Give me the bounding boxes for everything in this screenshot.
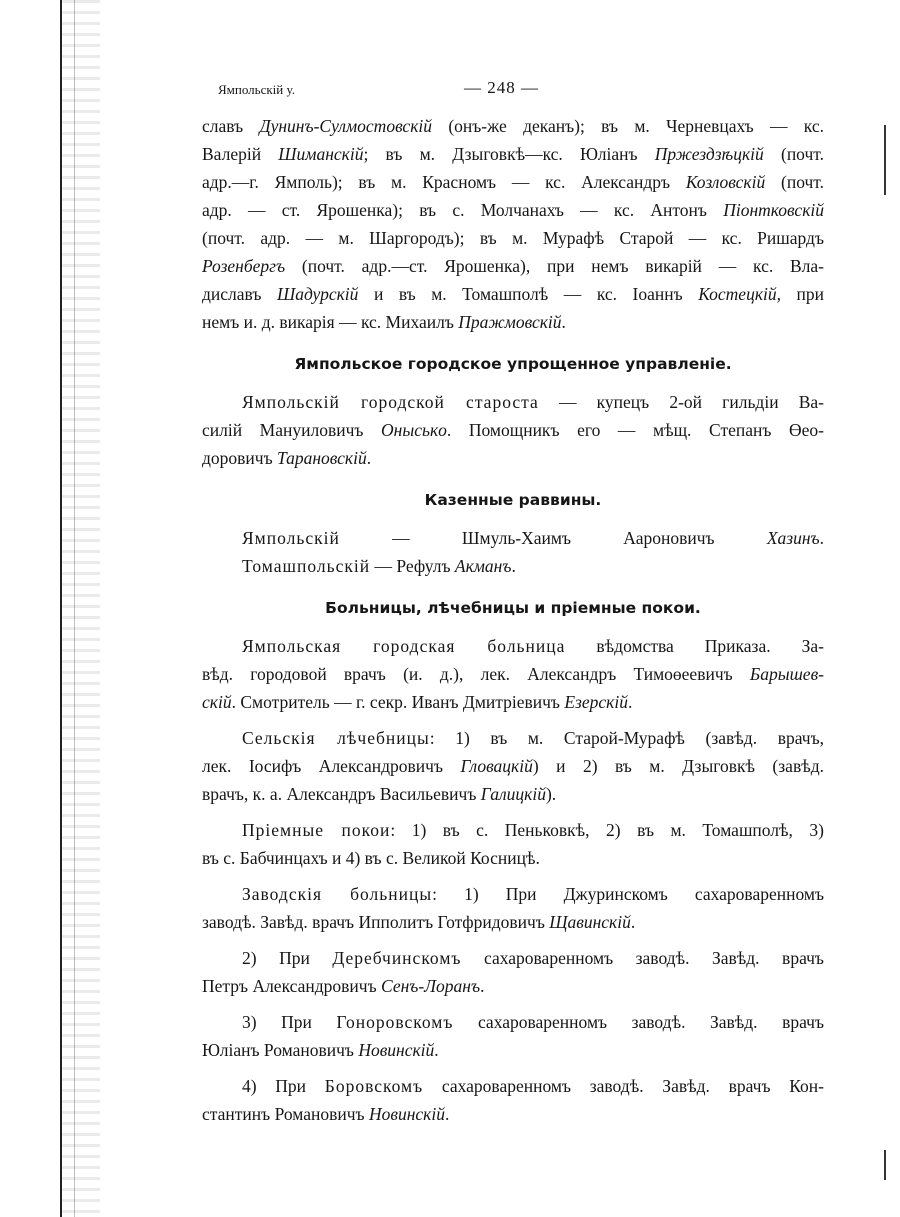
text-line bbox=[202, 280, 824, 308]
text-line bbox=[202, 1100, 824, 1128]
text-run: (онъ-же деканъ); въ м. Черневцахъ — кс. bbox=[432, 116, 824, 136]
surname-text: Акманъ bbox=[454, 556, 512, 576]
text-run: (почт. bbox=[763, 144, 824, 164]
surname-text: Оныськo bbox=[381, 420, 447, 440]
text-line bbox=[202, 444, 824, 472]
text-run: Валерій bbox=[202, 144, 279, 164]
surname-text: Новинскій bbox=[358, 1040, 435, 1060]
text-run: Пріемные покои bbox=[242, 820, 391, 840]
text-run: . bbox=[366, 448, 372, 468]
text-run: : 1) въ м. Старой-Мурафѣ (завѣд. врачъ, bbox=[429, 728, 824, 748]
section-heading-rabbis: Казенные раввины. bbox=[424, 491, 602, 509]
text-run: Сельскія лѣчебницы bbox=[242, 728, 430, 748]
text-line bbox=[202, 972, 824, 1000]
surname-text: Розенбергъ bbox=[202, 256, 286, 276]
text-run: силій Мануиловичъ bbox=[202, 420, 382, 440]
book-spine-edge bbox=[60, 0, 100, 1217]
text-run: . Помощникъ его — мѣщ. Степанъ Өео- bbox=[446, 420, 824, 440]
hospitals-section bbox=[202, 632, 824, 1128]
text-run: (почт. адр. — м. Шаргородъ); въ м. Мурафѣ Старой — кс. Ришардъ bbox=[202, 228, 824, 248]
text-run: сахароваренномъ заводѣ. Завѣд. врачъ bbox=[461, 948, 824, 968]
text-run: Заводскія больницы bbox=[242, 884, 433, 904]
text-line bbox=[202, 1036, 824, 1064]
text-run: стантинъ Романовичъ bbox=[202, 1104, 369, 1124]
city-administration-paragraph bbox=[202, 388, 824, 472]
text-run: ) и 2) въ м. Дзыговкѣ (завѣд. bbox=[532, 756, 824, 776]
text-run: (почт. bbox=[765, 172, 824, 192]
text-run: Ямпольская городская больница bbox=[242, 636, 566, 656]
surname-text: Щавинскій bbox=[549, 912, 631, 932]
text-run: заводѣ. Завѣд. врачъ Ипполитъ Готфридовичъ bbox=[202, 912, 550, 932]
text-run: Томашпольскій bbox=[242, 556, 371, 576]
text-run: — Шмуль-Хаимъ Аароновичъ bbox=[339, 528, 767, 548]
clergy-paragraph bbox=[202, 112, 824, 336]
text-run: славъ bbox=[202, 116, 260, 136]
text-run: . bbox=[434, 1040, 439, 1060]
text-line bbox=[202, 780, 824, 808]
hospital-paragraph bbox=[202, 1072, 824, 1128]
margin-mark bbox=[884, 125, 886, 195]
text-run: . bbox=[561, 312, 566, 332]
text-line bbox=[202, 388, 824, 416]
text-run: врачъ, к. а. Александръ Васильевичъ bbox=[202, 784, 481, 804]
surname-text: Тарановскій bbox=[277, 448, 367, 468]
text-run: . bbox=[630, 912, 636, 932]
hospital-paragraph bbox=[202, 1008, 824, 1064]
text-run: . bbox=[444, 1104, 450, 1124]
text-line bbox=[202, 524, 824, 552]
surname-text: скій bbox=[202, 692, 232, 712]
surname-text: Гловацкій bbox=[460, 756, 533, 776]
text-run: въ с. Бабчинцахъ и 4) въ с. Великой Косницѣ. bbox=[202, 848, 540, 868]
text-run: . Смотритель — г. секр. Иванъ Дмитріевичъ bbox=[231, 692, 565, 712]
text-line bbox=[202, 196, 824, 224]
text-run: ; въ м. Дзыговкѣ—кс. Юліанъ bbox=[363, 144, 655, 164]
page-number: — 248 — bbox=[464, 78, 539, 97]
surname-text: Піонтковскій bbox=[723, 200, 824, 220]
text-run: : 1) въ с. Пеньковкѣ, 2) въ м. Томашполѣ, 3) bbox=[390, 820, 824, 840]
text-run: . bbox=[480, 976, 485, 996]
hospital-paragraph bbox=[202, 880, 824, 936]
text-run: вѣд. городовой врачъ (и. д.), лек. Александръ Тимоөеевичъ bbox=[202, 664, 750, 684]
text-line bbox=[202, 632, 824, 660]
text-line bbox=[202, 816, 824, 844]
section-heading-hospitals: Больницы, лѣчебницы и пріемные покои. bbox=[325, 599, 701, 617]
text-line bbox=[202, 752, 824, 780]
text-run: Петръ Александровичъ bbox=[202, 976, 382, 996]
surname-text: Шиманскій bbox=[278, 144, 364, 164]
surname-text: Хазинъ bbox=[766, 528, 820, 548]
surname-text: Шадурскій bbox=[276, 284, 359, 304]
text-run: и въ м. Томашполѣ — кс. Іоаннъ bbox=[358, 284, 699, 304]
text-run: Юліанъ Романовичъ bbox=[202, 1040, 359, 1060]
text-run: (почт. адр.—ст. Ярошенка), при немъ викарій — кс. Вла- bbox=[285, 256, 824, 276]
surname-text: Галицкій bbox=[480, 784, 546, 804]
text-run: Ямпольскій городской староста bbox=[242, 392, 539, 412]
text-line bbox=[202, 224, 824, 252]
text-line bbox=[202, 252, 824, 280]
text-run: — Рефулъ bbox=[370, 556, 455, 576]
text-run: . bbox=[819, 528, 824, 548]
section-heading-city-administration: Ямпольское городское упрощенное управленіе. bbox=[294, 355, 732, 373]
surname-text: Барышев- bbox=[749, 664, 824, 684]
text-run: Ямпольскій bbox=[242, 528, 340, 548]
text-run: Деребчинскомъ bbox=[332, 948, 462, 968]
text-run: . bbox=[627, 692, 633, 712]
text-line bbox=[202, 1072, 824, 1100]
text-run: при bbox=[781, 284, 824, 304]
text-line bbox=[202, 552, 824, 580]
text-run: лек. Іосифъ Александровичъ bbox=[202, 756, 461, 776]
text-line bbox=[202, 908, 824, 936]
surname-text: Костецкій, bbox=[698, 284, 781, 304]
text-line bbox=[202, 944, 824, 972]
text-run: ). bbox=[545, 784, 557, 804]
text-run: диславъ bbox=[202, 284, 277, 304]
margin-mark bbox=[884, 1150, 886, 1180]
text-run: Боровскомъ bbox=[324, 1076, 424, 1096]
surname-text: Езерскій bbox=[564, 692, 628, 712]
text-run: сахароваренномъ заводѣ. Завѣд. врачъ bbox=[453, 1012, 824, 1032]
text-line bbox=[202, 112, 824, 140]
text-run: : 1) При Джуринскомъ сахароваренномъ bbox=[432, 884, 825, 904]
text-line bbox=[202, 308, 824, 336]
hospital-paragraph bbox=[202, 944, 824, 1000]
text-run: 3) При bbox=[242, 1012, 337, 1032]
text-line bbox=[202, 660, 824, 688]
text-run: немъ и. д. викарія — кс. Михаилъ bbox=[202, 312, 459, 332]
page-header bbox=[218, 78, 822, 102]
text-run: 4) При bbox=[242, 1076, 325, 1096]
text-run: Гоноровскомъ bbox=[336, 1012, 454, 1032]
rabbis-list bbox=[202, 524, 824, 580]
running-head: Ямпольскій у. bbox=[218, 82, 295, 97]
hospital-paragraph bbox=[202, 632, 824, 716]
text-run: доровичъ bbox=[202, 448, 278, 468]
text-line bbox=[202, 688, 824, 716]
text-line bbox=[202, 880, 824, 908]
text-line bbox=[202, 168, 824, 196]
surname-text: Дунинъ-Сулмостовскій bbox=[259, 116, 432, 136]
page-content bbox=[202, 112, 824, 1136]
text-run: вѣдомства Приказа. За- bbox=[565, 636, 824, 656]
hospital-paragraph bbox=[202, 816, 824, 872]
text-run: — купецъ 2-ой гильдіи Ва- bbox=[538, 392, 824, 412]
text-run: адр.—г. Ямполь); въ м. Красномъ — кс. Александръ bbox=[202, 172, 686, 192]
hospital-paragraph bbox=[202, 724, 824, 808]
text-line bbox=[202, 1008, 824, 1036]
text-run: сахароваренномъ заводѣ. Завѣд. врачъ Кон- bbox=[423, 1076, 824, 1096]
text-run: адр. — ст. Ярошенка); въ с. Молчанахъ — кс. Антонъ bbox=[202, 200, 724, 220]
text-line bbox=[202, 140, 824, 168]
text-line bbox=[202, 416, 824, 444]
surname-text: Пражмовскій bbox=[458, 312, 562, 332]
text-line bbox=[202, 724, 824, 752]
text-run: . bbox=[511, 556, 516, 576]
surname-text: Новинскій bbox=[368, 1104, 445, 1124]
text-run: 2) При bbox=[242, 948, 333, 968]
surname-text: Козловскій bbox=[685, 172, 766, 192]
text-line bbox=[202, 844, 824, 872]
surname-text: Пржездзѣцкій bbox=[654, 144, 764, 164]
surname-text: Сенъ-Лоранъ bbox=[381, 976, 481, 996]
